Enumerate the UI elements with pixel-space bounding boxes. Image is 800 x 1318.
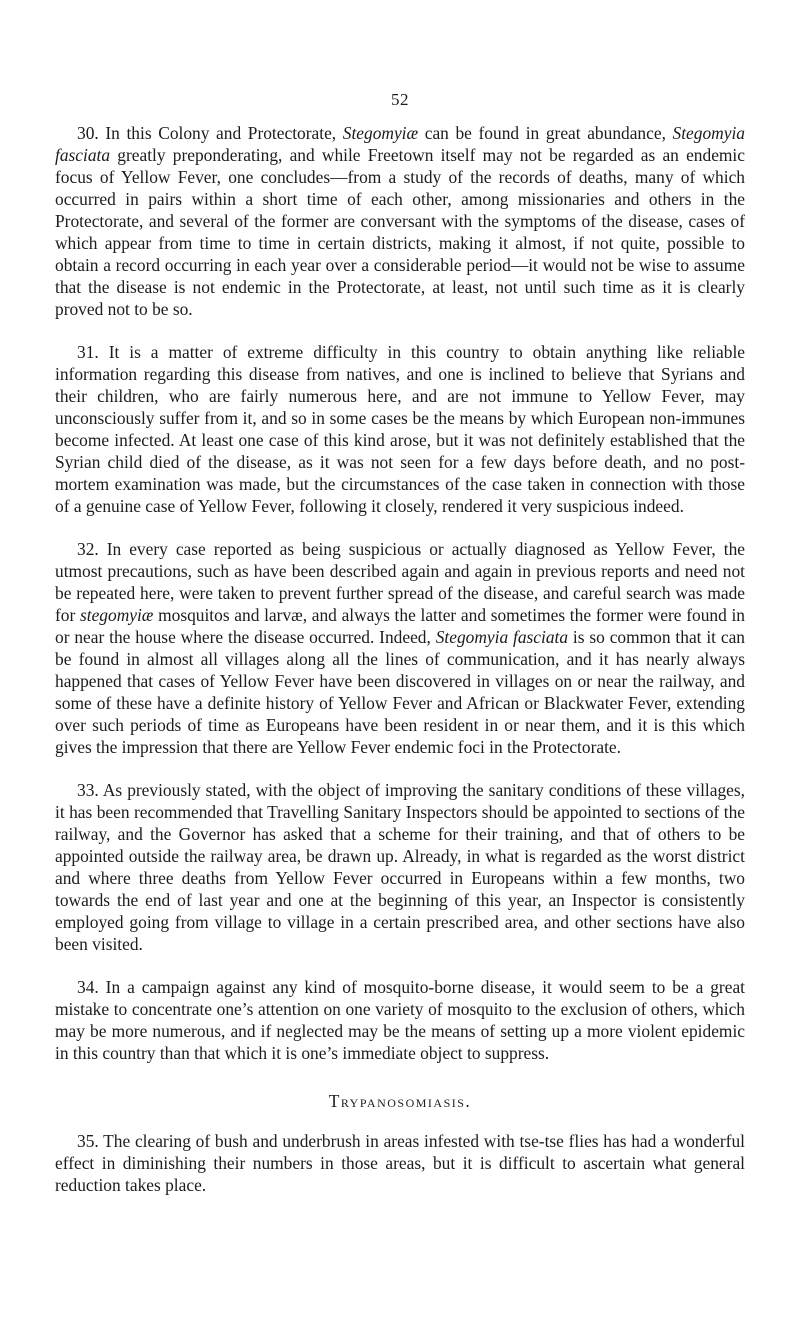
paragraph-text: greatly preponderating, and while Freetown itself may not be regarded as an endemic focus of Yellow Fever, one concludes—from a study of the records of deaths, many of which occurred in pairs within a short time of each other, among missionaries and others in the Protectorate, and several of the former are conversant with the symptoms of the disease, cases of which appear from time to time in certain districts, making it almost, if not quite, possible to obtain a record occurring in each year over a considerable period—it would not be wise to assume that the disease is not endemic in the Protectorate, at least, not until such time as it is clearly proved not to be so. — [55, 145, 745, 319]
paragraph-group — [55, 1130, 745, 1196]
paragraph-number: 33. — [77, 780, 99, 800]
paragraph-group — [55, 122, 745, 1064]
paragraph-text: In a campaign against any kind of mosquito-borne disease, it would seem to be a great mistake to concentrate one’s attention on one variety of mosquito to the exclusion of others, which may be more numerous, and if neglected may be the means of setting up a more violent epidemic in this country than that which it is one’s immediate object to suppress. — [55, 977, 745, 1063]
paragraph-number: 32. — [77, 539, 99, 559]
paragraph-text: mosquitos and larvæ, and always the latter and sometimes the former were found in or near the house where the disease occurred. Indeed, — [55, 605, 745, 647]
paragraph — [55, 976, 745, 1064]
paragraph-text: The clearing of bush and underbrush in areas infested with tse-tse flies has had a wonderful effect in diminishing their numbers in those areas, but it is difficult to ascertain what general reduction takes place. — [55, 1131, 745, 1195]
paragraph — [55, 341, 745, 517]
italic-term: Stegomyia fasciata — [435, 627, 569, 647]
paragraph-text: It is a matter of extreme difficulty in this country to obtain anything like reliable information regarding this disease from natives, and one is inclined to believe that Syrians and their children, who are fairly numerous here, and are not immune to Yellow Fever, may unconsciously suffer from it, and so in some cases be the means by which European non-immunes become infected. At least one case of this kind arose, but it was not definitely established that the Syrian child died of the disease, as it was not seen for a few days before death, and no post-mortem examination was made, but the circumstances of the case taken in connection with those of a genuine case of Yellow Fever, following it closely, rendered it very suspicious indeed. — [55, 342, 745, 516]
paragraph — [55, 779, 745, 955]
italic-term: Stegomyiæ — [342, 123, 419, 143]
paragraph-number: 31. — [77, 342, 99, 362]
paragraph-text: In this Colony and Protectorate, — [98, 123, 343, 143]
paragraph — [55, 1130, 745, 1196]
paragraph-text: is so common that it can be found in almost all villages along all the lines of communication, and it has nearly always happened that cases of Yellow Fever have been discovered in villages on or near the railway, and some of these have a definite history of Yellow Fever and African or Blackwater Fever, extending over such periods of time as Europeans have been resident in or near them, and it is this which gives the impression that there are Yellow Fever endemic foci in the Protectorate. — [55, 627, 746, 757]
page-number: 52 — [391, 90, 409, 109]
paragraph-number: 35. — [77, 1131, 99, 1151]
paragraph — [55, 122, 745, 320]
paragraph-text: can be found in great abundance, — [418, 123, 673, 143]
paragraph-number: 34. — [77, 977, 99, 997]
page-body — [55, 122, 745, 1217]
italic-term: stegomyiæ — [79, 605, 154, 625]
section-heading: Trypanosomiasis. — [328, 1091, 472, 1111]
paragraph-text: As previously stated, with the object of improving the sanitary conditions of these villages, it has been recommended that Travelling Sanitary Inspectors should be appointed to sections of the railway, and the Governor has asked that a scheme for their training, and that of others to be appointed outside the railway area, be drawn up. Already, in what is regarded as the worst district and where three deaths from Yellow Fever occurred in Europeans within a few months, two towards the end of last year and one at the beginning of this year, an Inspector is consistently employed going from village to village in a certain prescribed area, and other sections have also been visited. — [55, 780, 745, 954]
italic-term: Stegomyia fasciata — [55, 123, 745, 165]
paragraph — [55, 538, 745, 758]
paragraph-number: 30. — [77, 123, 99, 143]
paragraph-text: In every case reported as being suspicious or actually diagnosed as Yellow Fever, the utmost precautions, such as have been described again and again in previous reports and need not be repeated here, were taken to prevent further spread of the disease, and careful search was made for — [55, 539, 745, 625]
